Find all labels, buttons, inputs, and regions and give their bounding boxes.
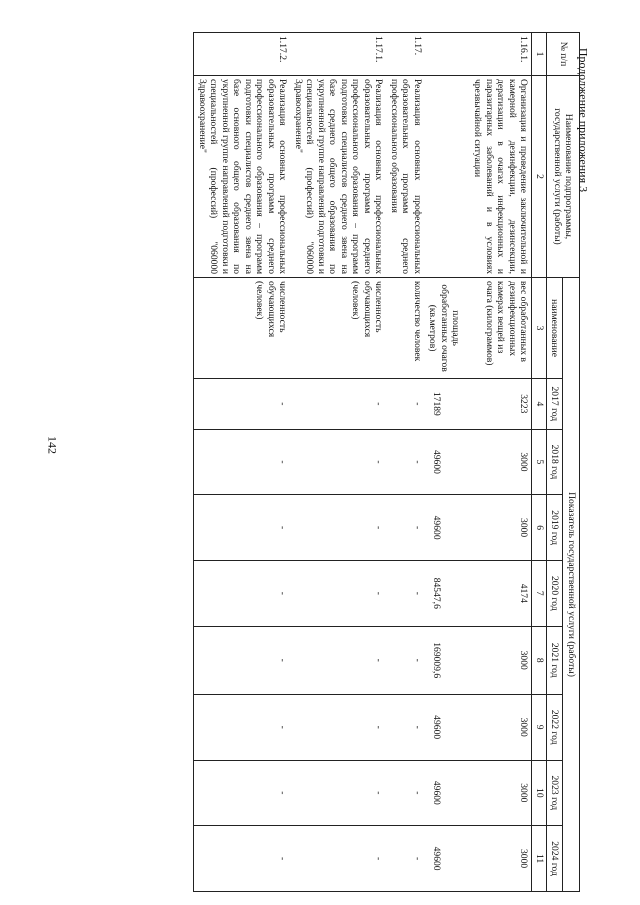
value: 3223 — [518, 394, 530, 414]
column-number: 4 — [532, 379, 547, 430]
indicator-table — [194, 32, 581, 892]
indicator-name: численность обучающихся (человек) — [291, 278, 387, 379]
value: - — [387, 429, 426, 495]
column-number: 9 — [532, 694, 547, 760]
value: 3000 — [518, 783, 530, 803]
value: 84547,6 — [431, 577, 442, 609]
value: - — [194, 826, 291, 892]
table-row — [425, 33, 532, 892]
value-cell — [425, 429, 532, 495]
value: - — [387, 560, 426, 626]
value: 3000 — [518, 848, 530, 869]
rotated-table-container — [130, 32, 580, 892]
continuation-label: Продолжение приложения 3 — [576, 47, 591, 193]
value: - — [387, 495, 426, 561]
column-number: 5 — [532, 429, 547, 495]
value: - — [194, 495, 291, 561]
value: - — [291, 429, 387, 495]
page-number: 142 — [45, 436, 60, 454]
row-number: 1.17.1. — [291, 33, 387, 76]
value: - — [387, 760, 426, 826]
header-year: 2023 год — [547, 760, 564, 826]
value-cell — [425, 694, 532, 760]
indicator-cell — [425, 278, 532, 379]
column-number: 6 — [532, 495, 547, 561]
value: - — [291, 560, 387, 626]
value: - — [194, 429, 291, 495]
value-cell — [425, 760, 532, 826]
value: - — [291, 379, 387, 430]
column-number: 1 — [532, 33, 547, 76]
header-indicator-name: наименование — [547, 278, 564, 379]
value: - — [291, 694, 387, 760]
service-name: Реализация основных профессиональных образовательных программ среднего профессионального образования — [387, 75, 426, 277]
service-name: Реализация основных профессиональных образовательных программ среднего профессионального образования – программ подготовки специалистов среднего звена на базе основного общего образования по укрупненной группе направлений подготовки и специальностей (профессий) "060000 Здравоохранение" — [194, 75, 291, 277]
service-name: Организация и проведение заключительной и камерной дезинфекции, дезинсекции, дератизации в очагах инфекционных и паразитарных заболеваний и в условиях чрезвычайной ситуации — [425, 75, 532, 277]
value: - — [194, 379, 291, 430]
row-number: 1.17. — [387, 33, 426, 76]
header-year: 2020 год — [547, 560, 564, 626]
header-year: 2019 год — [547, 495, 564, 561]
value: - — [387, 826, 426, 892]
value-cell — [425, 379, 532, 430]
table-body — [194, 33, 532, 892]
value: 49600 — [431, 715, 442, 740]
value: 3000 — [518, 452, 530, 472]
column-number-row — [532, 33, 547, 892]
value: - — [194, 626, 291, 694]
table-row — [387, 33, 426, 892]
value: - — [387, 694, 426, 760]
column-number: 10 — [532, 760, 547, 826]
indicator-name: вес обработанных в дезинфекционных камерах вещей из очага (килограммов) — [484, 281, 530, 366]
header-indicator-group: Показатель государственной услуги (работы) — [563, 278, 580, 892]
indicator-name: площадь обработанных очагов (кв.метров) — [427, 284, 462, 372]
value: 3000 — [518, 650, 530, 670]
value-cell — [425, 626, 532, 694]
indicator-name: численность обучающихся (человек) — [194, 278, 291, 379]
value-cell — [425, 826, 532, 892]
header-year: 2017 год — [547, 379, 564, 430]
table-header — [532, 33, 580, 892]
column-number: 7 — [532, 560, 547, 626]
column-number: 11 — [532, 826, 547, 892]
header-year: 2024 год — [547, 826, 564, 892]
service-name: Реализация основных профессиональных образовательных программ среднего профессионального образования – программ подготовки специалистов среднего звена на базе среднего общего образования по укрупненной группе направлений подготовки и специальностей (профессий) "060000 Здравоохранение" — [291, 75, 387, 277]
value: 49600 — [431, 780, 442, 805]
value: - — [291, 760, 387, 826]
value: 49600 — [431, 515, 442, 540]
value: - — [194, 560, 291, 626]
column-number: 3 — [532, 278, 547, 379]
value: 4174 — [518, 583, 530, 603]
column-number: 2 — [532, 75, 547, 277]
header-service: Наименование подпрограммы, государственной услуги (работы) — [547, 75, 580, 277]
value: - — [291, 826, 387, 892]
header-number: № п/п — [547, 33, 580, 76]
value: 169009,6 — [431, 642, 442, 679]
row-number: 1.17.2. — [194, 33, 291, 76]
value-cell — [425, 495, 532, 561]
value: 3000 — [518, 518, 530, 538]
table-row — [291, 33, 387, 892]
value: 3000 — [518, 717, 530, 737]
value: 49600 — [431, 449, 442, 474]
value: 49600 — [431, 846, 442, 871]
row-number: 1.16.1. — [425, 33, 532, 76]
indicator-name: количество человек — [387, 278, 426, 379]
value: - — [194, 760, 291, 826]
header-year: 2022 год — [547, 694, 564, 760]
header-year: 2021 год — [547, 626, 564, 694]
value: - — [291, 495, 387, 561]
header-year: 2018 год — [547, 429, 564, 495]
value: - — [194, 694, 291, 760]
column-number: 8 — [532, 626, 547, 694]
value: 17189 — [431, 391, 442, 416]
value: - — [387, 379, 426, 430]
value: - — [291, 626, 387, 694]
table-row — [194, 33, 291, 892]
value: - — [387, 626, 426, 694]
value-cell — [425, 560, 532, 626]
